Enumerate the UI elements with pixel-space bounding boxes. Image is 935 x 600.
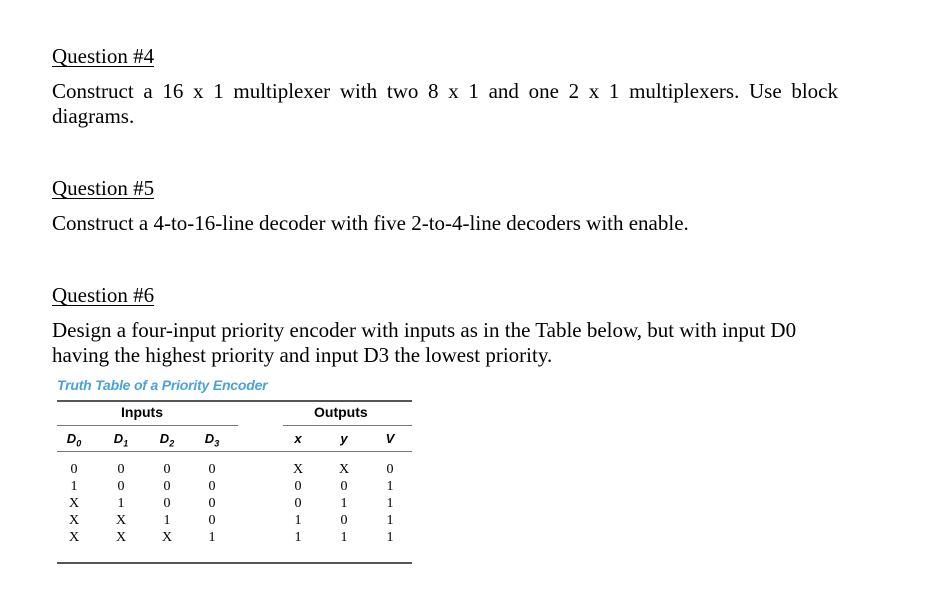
table-group-outputs: Outputs [314,404,368,420]
header-bottom-rule [57,451,412,452]
table-cell: 0 [117,462,125,477]
inputs-group-rule [57,425,238,426]
table-cell: 0 [208,496,216,511]
column-header-base: D [66,431,77,446]
table-cell: 1 [117,496,125,511]
table-top-rule [57,400,412,402]
table-cell: X [338,462,350,477]
table-cell: X [68,530,80,545]
table-cell: X [115,530,127,545]
table-cell: 0 [117,479,125,494]
question-4-body: Construct a 16 x 1 multiplexer with two 8 x 1 and one 2 x 1 multiplexers. Use block diagrams. [52,79,838,128]
table-cell: X [292,462,304,477]
table-cell: 0 [163,479,171,494]
table-cell: 0 [340,479,348,494]
table-cell: 0 [386,462,394,477]
table-cell: 0 [163,462,171,477]
column-header-subscript: 1 [123,438,129,449]
column-header-base: D [113,431,124,446]
column-header-d1 [114,431,128,449]
column-header-d2 [160,431,174,449]
outputs-group-rule [283,425,412,426]
column-header-d3 [205,431,219,449]
column-header-y [340,431,347,446]
column-header-base: D [204,431,215,446]
question-6-title: Question #6 [52,283,155,307]
table-bottom-rule [57,562,412,564]
column-header-base: V [385,431,395,446]
table-cell: X [161,530,173,545]
column-header-base: y [340,431,348,446]
table-cell: 1 [208,530,216,545]
column-header-base: x [294,431,302,446]
table-group-inputs: Inputs [121,404,163,420]
table-cell: 1 [70,479,78,494]
table-cell: 1 [386,479,394,494]
truth-table-caption: Truth Table of a Priority Encoder [57,377,268,393]
table-cell: 1 [163,513,171,528]
column-header-base: D [159,431,170,446]
table-cell: X [68,496,80,511]
question-4-title: Question #4 [52,44,155,68]
table-cell: 0 [70,462,78,477]
table-cell: 1 [340,496,348,511]
table-cell: X [115,513,127,528]
table-cell: 0 [163,496,171,511]
table-cell: 1 [386,530,394,545]
column-header-d0 [67,431,81,449]
column-header-subscript: 0 [76,438,82,449]
question-5-body: Construct a 4-to-16-line decoder with five 2-to-4-line decoders with enable. [52,211,689,235]
table-cell: 1 [386,496,394,511]
question-5-title: Question #5 [52,176,155,200]
table-cell: 0 [294,479,302,494]
table-cell: 0 [208,513,216,528]
table-cell: 1 [386,513,394,528]
table-cell: 0 [208,479,216,494]
table-cell: 1 [294,513,302,528]
column-header-subscript: 2 [169,438,175,449]
table-cell: 0 [340,513,348,528]
table-cell: 1 [294,530,302,545]
column-header-v [386,431,395,446]
column-header-subscript: 3 [214,438,220,449]
column-header-x [294,431,301,446]
table-cell: 0 [294,496,302,511]
table-cell: X [68,513,80,528]
table-cell: 1 [340,530,348,545]
question-6-body: Design a four-input priority encoder with inputs as in the Table below, but with input D0 having the highest priority and input D3 the lowest priority. [52,318,797,367]
table-cell: 0 [208,462,216,477]
